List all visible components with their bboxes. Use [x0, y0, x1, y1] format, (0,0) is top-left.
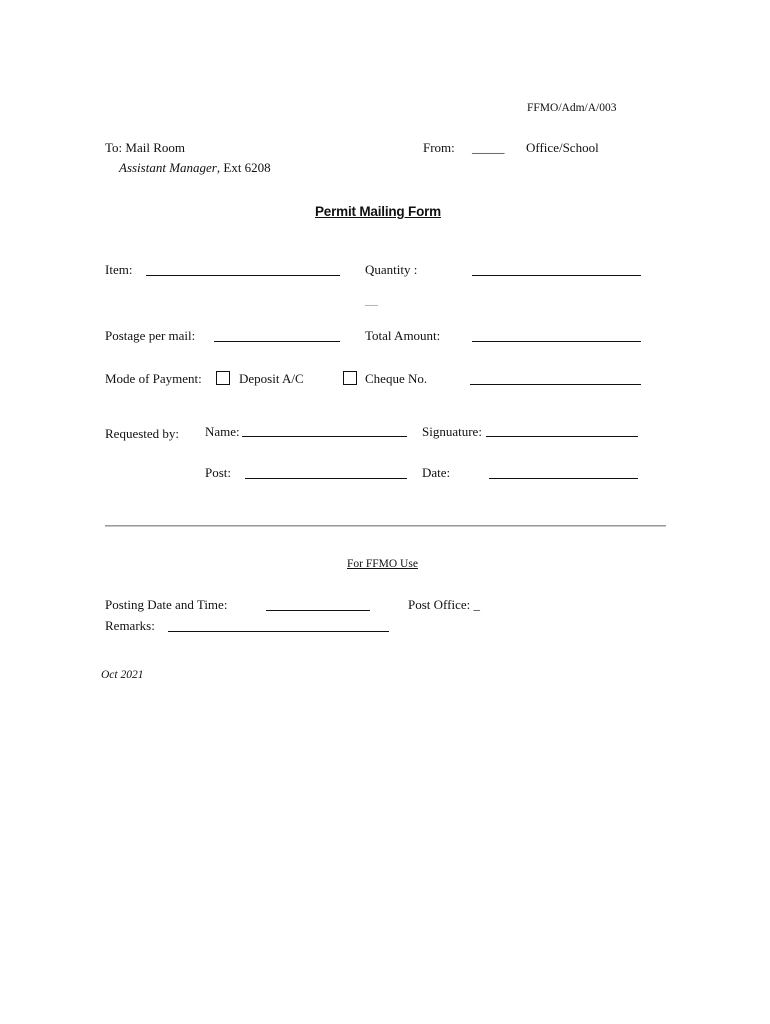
post-field[interactable]: [245, 478, 407, 479]
footer-date: Oct 2021: [101, 669, 144, 681]
name-field[interactable]: [242, 436, 407, 437]
deposit-checkbox[interactable]: [216, 371, 230, 385]
section-divider: [105, 525, 666, 527]
recipient-extension: , Ext 6208: [216, 160, 271, 175]
posting-date-time-label: Posting Date and Time:: [105, 597, 228, 612]
deposit-label: Deposit A/C: [239, 371, 304, 386]
to-recipient-line: [119, 160, 271, 176]
from-blank[interactable]: _____: [472, 140, 505, 155]
date-label: Date:: [422, 465, 451, 480]
from-office-school: Office/School: [526, 140, 599, 155]
remarks-label: Remarks:: [105, 618, 155, 633]
posting-date-time-field[interactable]: [266, 610, 370, 611]
total-amount-field[interactable]: [472, 341, 641, 342]
total-amount-label: Total Amount:: [365, 328, 441, 343]
office-use-heading: For FFMO Use: [347, 558, 418, 570]
from-label: From:: [423, 140, 455, 155]
quantity-field[interactable]: [472, 275, 641, 276]
post-label: Post:: [205, 465, 232, 480]
signature-field[interactable]: [486, 436, 638, 437]
quantity-extra-blank: __: [365, 292, 378, 307]
form-reference-code: FFMO/Adm/A/003: [527, 102, 617, 114]
name-label: Name:: [205, 424, 240, 439]
cheque-label: Cheque No.: [365, 371, 428, 386]
quantity-label: Quantity :: [365, 262, 418, 277]
post-office-label: Post Office: _: [408, 597, 480, 612]
item-label: Item:: [105, 262, 133, 277]
form-title: Permit Mailing Form: [315, 204, 441, 219]
recipient-role: Assistant Manager: [119, 160, 217, 175]
remarks-field[interactable]: [168, 631, 389, 632]
to-mail-room: To: Mail Room: [105, 140, 185, 155]
requested-by-label: Requested by:: [105, 426, 180, 441]
item-field[interactable]: [146, 275, 340, 276]
postage-label: Postage per mail:: [105, 328, 196, 343]
postage-field[interactable]: [214, 341, 340, 342]
cheque-checkbox[interactable]: [343, 371, 357, 385]
mode-of-payment-label: Mode of Payment:: [105, 371, 202, 386]
signature-label: Signuature:: [422, 424, 482, 439]
date-field[interactable]: [489, 478, 638, 479]
cheque-number-field[interactable]: [470, 384, 641, 385]
